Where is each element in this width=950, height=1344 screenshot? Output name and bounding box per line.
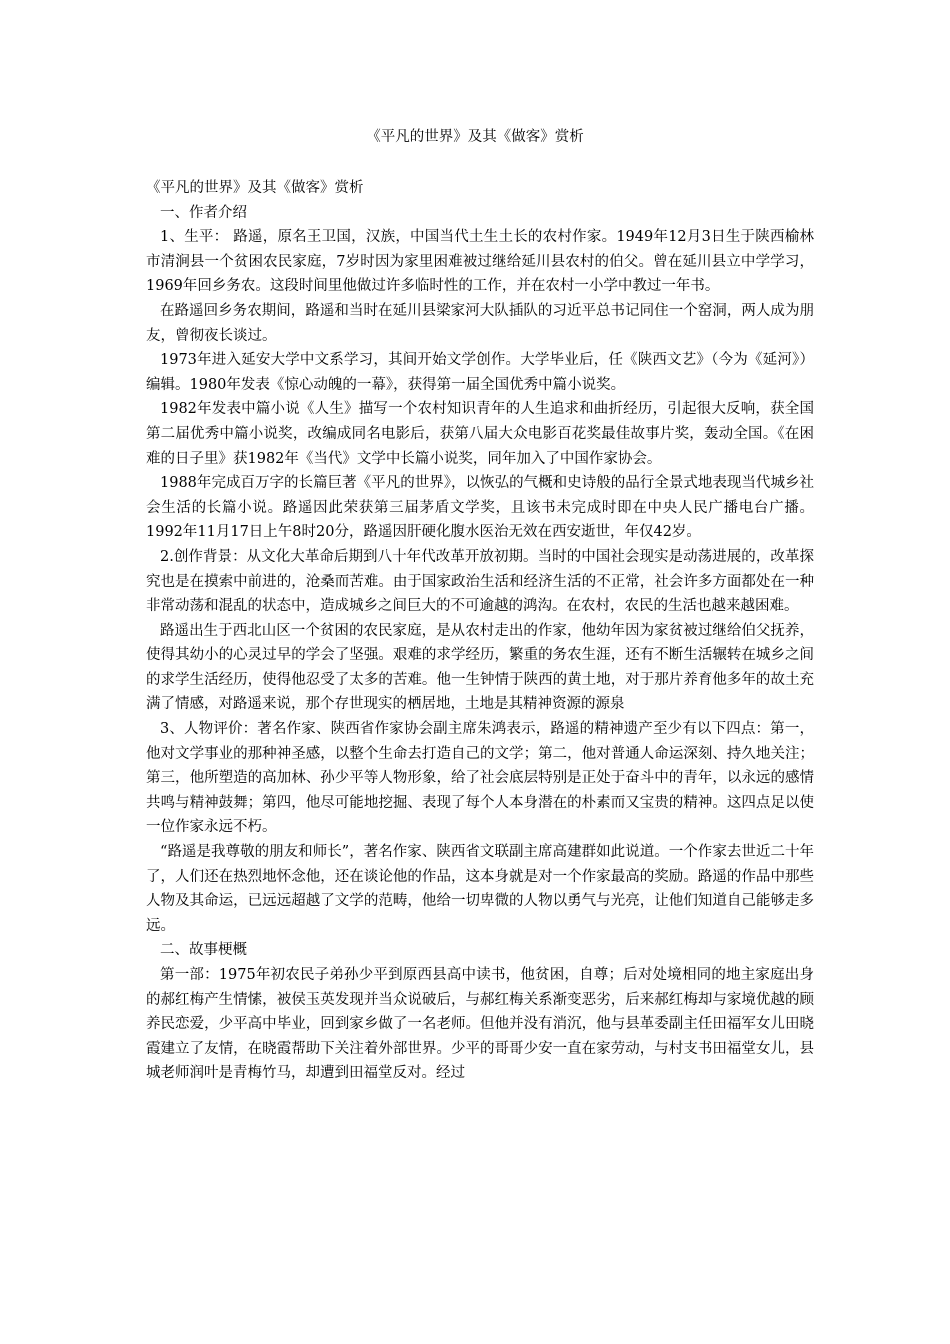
body-heading: 《平凡的世界》及其《做客》赏析 (146, 180, 364, 196)
paragraph: 路遥出生于西北山区一个贫困的农民家庭，是从农村走出的作家，他幼年因为家贫被过继给伯父抚养，使得其幼小的心灵过早的学会了坚强。艰难的求学经历，繁重的务农生涯，还有不断生活辗转在城乡之间的求学生活经历，使得他忍受了太多的苦难。他一生钟情于陕西的黄土地，对于那片养育他多年的故土充满了情感，对路遥来说，那个存世现实的栖居地，土地是其精神资源的源泉 (146, 622, 814, 713)
paragraph: “路遥是我尊敬的朋友和师长”，著名作家、陕西省文联副主席高建群如此说道。一个作家去世近二十年了，人们还在热烈地怀念他，还在谈论他的作品，这本身就是对一个作家最高的奖励。路遥的作品中那些人物及其命运，已远远超越了文学的范畴，他给一切卑微的人物以勇气与光亮，让他们知道自己能够走多远。 (146, 844, 814, 934)
paragraph: 1982年发表中篇小说《人生》描写一个农村知识青年的人生追求和曲折经历，引起很大反响，获全国第二届优秀中篇小说奖，改编成同名电影后，获第八届大众电影百花奖最佳故事片奖，轰动全国。《在困难的日子里》获1982年《当代》文学中长篇小说奖，同年加入了中国作家协会。 (146, 401, 814, 467)
paragraph: 3、人物评价：著名作家、陕西省作家协会副主席朱鸿表示，路遥的精神遗产至少有以下四点：第一，他对文学事业的那种神圣感，以整个生命去打造自己的文学；第二，他对普通人命运深刻、持久地关注；第三，他所塑造的高加林、孙少平等人物形象，给了社会底层特别是正处于奋斗中的青年，以永远的感情共鸣与精神鼓舞；第四，他尽可能地挖掘、表现了每个人本身潜在的朴素而又宝贵的精神。这四点足以使一位作家永远不朽。 (146, 721, 814, 836)
paragraph: 一、作者介绍 (160, 204, 247, 221)
document-title: 《平凡的世界》及其《做客》赏析 (366, 129, 584, 145)
paragraph: 2.创作背景：从文化大革命后期到八十年代改革开放初期。当时的中国社会现实是动荡进展的，改革探究也是在摸索中前进的，沧桑而苦难。由于国家政治生活和经济生活的不正常，社会许多方面都处在一种非常动荡和混乱的状态中，造成城乡之间巨大的不可逾越的鸿沟。在农村，农民的生活也越来越困难。 (146, 548, 814, 615)
paragraph: 1、生平： 路遥，原名王卫国，汉族，中国当代土生土长的农村作家。1949年12月3日生于陕西榆林市清涧县一个贫困农民家庭，7岁时因为家里困难被过继给延川县农村的伯父。曾在延川县立中学学习，1969年回乡务农。这段时间里他做过许多临时性的工作，并在农村一小学中教过一年书。 (146, 229, 814, 295)
paragraph: 1973年进入延安大学中文系学习，其间开始文学创作。大学毕业后，任《陕西文艺》（今为《延河》）编辑。1980年发表《惊心动魄的一幕》，获得第一届全国优秀中篇小说奖。 (146, 352, 814, 393)
paragraph: 1988年完成百万字的长篇巨著《平凡的世界》，以恢弘的气概和史诗般的品行全景式地表现当代城乡社会生活的长篇小说。路遥因此荣获第三届茅盾文学奖，且该书未完成时即在中央人民广播电台广播。1992年11月17日上午8时20分，路遥因肝硬化腹水医治无效在西安逝世，年仅42岁。 (146, 475, 814, 541)
paragraph: 在路遥回乡务农期间，路遥和当时在延川县梁家河大队插队的习近平总书记同住一个窑洞，两人成为朋友，曾彻夜长谈过。 (146, 302, 814, 344)
paragraph: 二、故事梗概 (160, 942, 247, 959)
document-body (146, 176, 814, 1086)
paragraph: 第一部：1975年初农民子弟孙少平到原西县高中读书，他贫困，自尊；后对处境相同的地主家庭出身的郝红梅产生情愫，被侯玉英发现并当众说破后，与郝红梅关系渐变恶劣，后来郝红梅却与家境优越的顾养民恋爱，少平高中毕业，回到家乡做了一名老师。但他并没有消沉，他与县革委副主任田福军女儿田晓霞建立了友情，在晓霞帮助下关注着外部世界。少平的哥哥少安一直在家劳动，与村支书田福堂女儿，县城老师润叶是青梅竹马，却遭到田福堂反对。经过 (146, 967, 814, 1082)
